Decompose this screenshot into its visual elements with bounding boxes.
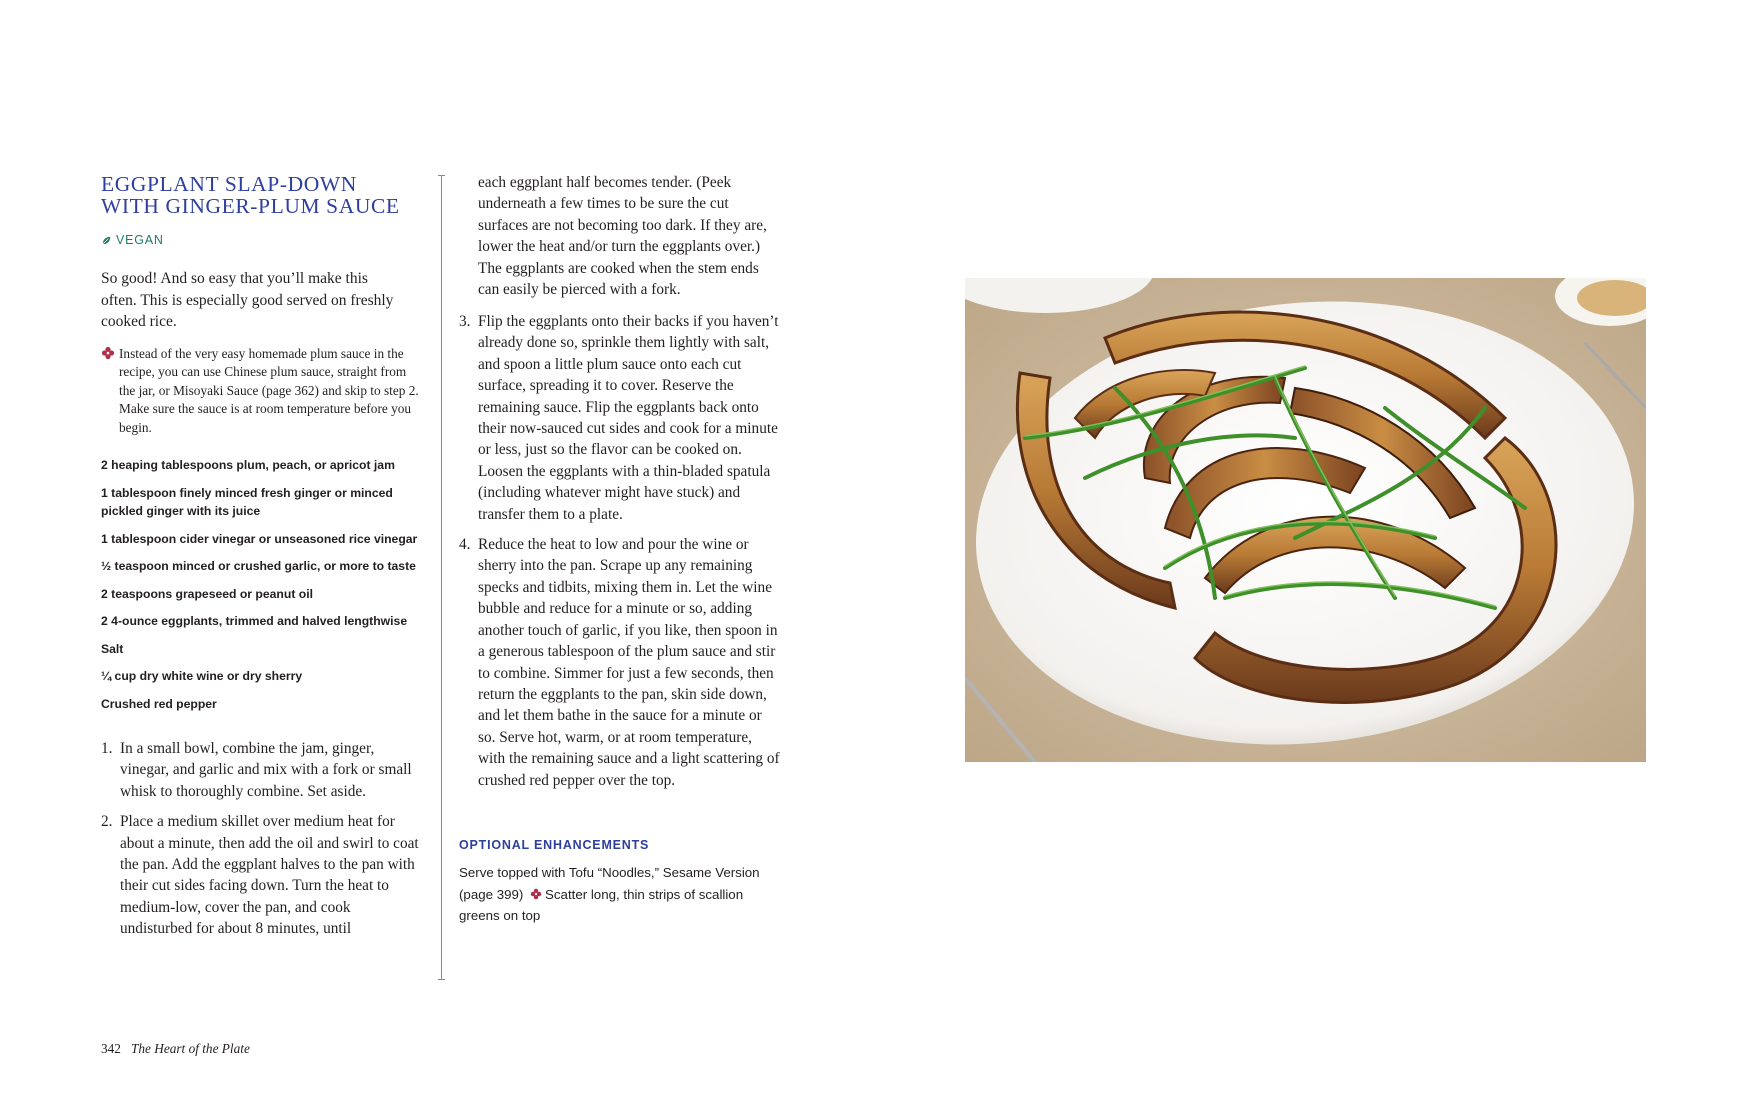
ingredient-item: 2 teaspoons grapeseed or peanut oil: [101, 586, 313, 601]
step-number: 2.: [101, 813, 113, 831]
vegan-tag-label: VEGAN: [116, 233, 164, 247]
book-title: The Heart of the Plate: [130, 1041, 250, 1056]
recipe-tip: [101, 345, 423, 437]
recipe-intro: So good! And so easy that you’ll make this often. This is especially good served on freshly cooked rice.: [101, 270, 394, 330]
vegan-tag: [101, 233, 164, 247]
recipe-title: [101, 173, 431, 217]
eggplant-dish-illustration: [965, 278, 1646, 762]
ingredient-item: 2 heaping tablespoons plum, peach, or apricot jam: [101, 458, 395, 472]
step-text: Place a medium skillet over medium heat for about a minute, then add the oil and swirl to coat the pan. Add the eggplant halves to the pan with their cut sides facing down. Turn the heat to medium-low, cover the pan, and cook undisturbed for about 8 minutes, until: [120, 813, 419, 938]
step-item: [101, 738, 419, 802]
ingredient-item: Crushed red pepper: [101, 696, 217, 711]
optional-enhancements-heading: OPTIONAL ENHANCEMENTS: [459, 838, 650, 852]
recipe-tip-text: Instead of the very easy homemade plum sauce in the recipe, you can use Chinese plum sauce, straight from the jar, or Misoyaki Sauce (page 362) and skip to step 2. Make sure the sauce is at room temperature before you begin.: [119, 346, 419, 435]
eggplant-photo: [965, 278, 1646, 762]
optional-item-1: Serve topped with Tofu “Noodles,” Sesame Version (page 399): [459, 865, 760, 902]
flower-bullet-icon: [530, 888, 542, 900]
flower-bullet-icon: [101, 346, 115, 360]
ingredient-list: [101, 456, 431, 722]
recipe-title-line2: WITH GINGER-PLUM SAUCE: [101, 194, 400, 218]
ingredient-item: Salt: [101, 641, 124, 656]
step-text: Reduce the heat to low and pour the wine or sherry into the pan. Scrape up any remaining specks and tidbits, mixing them in. Let the wine bubble and reduce for a minute or so, adding another touch of garlic, if you like, then spoon in a generous tablespoon of the plum sauce and stir to combine. Simmer for just a few seconds, then return the eggplants to the pan, skin side down, and let them bathe in the sauce for a minute or so. Serve hot, warm, or at room temperature, with the remaining sauce and a light scattering of crushed red pepper over the top.: [478, 536, 780, 789]
leaf-icon: [101, 235, 112, 246]
ingredient-item: ½ teaspoon minced or crushed garlic, or more to taste: [101, 559, 416, 573]
page-footer: [101, 1041, 250, 1057]
step-continued-text: each eggplant half becomes tender. (Peek underneath a few times to be sure the cut surfaces are not becoming too dark. If they are, lower the heat and/or turn the eggplants over.) The eggplants are cooked when the stem ends can easily be pierced with a fork.: [478, 174, 767, 299]
recipe-title-line1: EGGPLANT SLAP-DOWN: [101, 172, 357, 196]
ingredient-item: 2 4-ounce eggplants, trimmed and halved lengthwise: [101, 614, 408, 628]
step-number: 4.: [459, 536, 471, 554]
optional-item-2: Scatter long, thin strips of scallion greens on top: [459, 886, 744, 923]
step-text: In a small bowl, combine the jam, ginger, vinegar, and garlic and mix with a fork or small whisk to thoroughly combine. Set aside.: [120, 740, 412, 800]
column-divider: [441, 175, 442, 980]
step-item: [459, 534, 781, 791]
step-item: [459, 311, 781, 525]
step-number: 3.: [459, 313, 471, 330]
optional-enhancements-text: [459, 862, 779, 927]
step-item: [101, 811, 419, 939]
ingredient-item: 1 tablespoon cider vinegar or unseasoned rice vinegar: [101, 531, 418, 546]
page-number: 342: [101, 1041, 121, 1056]
ingredient-item: 1 tablespoon finely minced fresh ginger or minced pickled ginger with its juice: [101, 485, 393, 518]
steps-list-left: [101, 738, 419, 949]
step-text: Flip the eggplants onto their backs if you haven’t already done so, sprinkle them lightly with salt, and spoon a little plum sauce onto each cut surface, spreading it to cover. Reserve the remaining sauce. Flip the eggplants back onto their now-sauced cut sides and cook for a minute or less, just so the flavor can be cooked on. Loosen the eggplants with a thin-bladed spatula (including whatever might have stuck) and transfer them to a plate.: [478, 313, 779, 523]
step-number: 1.: [101, 740, 113, 757]
steps-list-right: [459, 311, 781, 800]
ingredient-item: ¼ cup dry white wine or dry sherry: [101, 669, 303, 683]
